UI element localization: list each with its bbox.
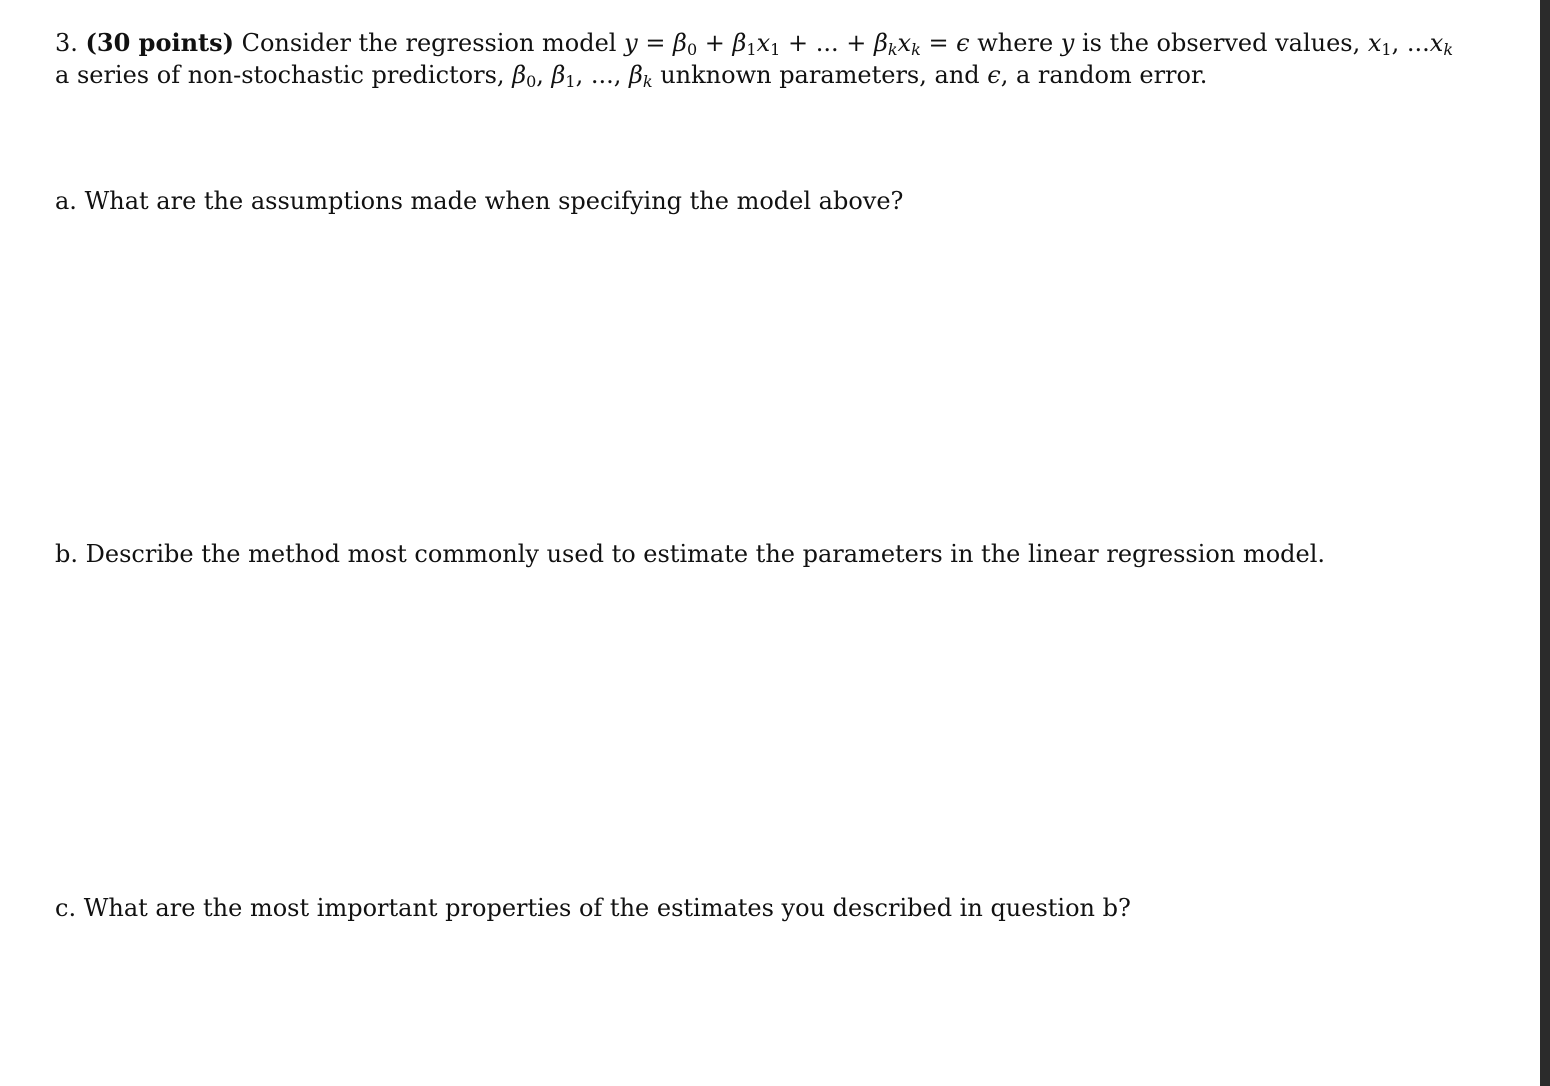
question-intro-middle: where y is the observed values,: [977, 29, 1361, 57]
part-c: [55, 892, 1131, 924]
question-number: 3.: [55, 29, 78, 57]
question-intro-prefix: Consider the regression model: [241, 29, 617, 57]
question-intro-line-2: [55, 59, 1207, 91]
part-text: Describe the method most commonly used to estimate the parameters in the linear regression model.: [85, 540, 1326, 568]
window-edge: [1540, 0, 1550, 1086]
error-symbol: ϵ: [987, 61, 1001, 89]
part-a: [55, 185, 903, 217]
part-label: a.: [55, 187, 77, 215]
question-intro-line-1: [55, 27, 1453, 59]
part-text: What are the assumptions made when specifying the model above?: [84, 187, 904, 215]
part-b: [55, 538, 1325, 570]
part-text: What are the most important properties of the estimates you described in question b?: [83, 894, 1131, 922]
line2-middle: unknown parameters, and: [660, 61, 980, 89]
line2-suffix: , a random error.: [1000, 61, 1208, 89]
part-label: c.: [55, 894, 77, 922]
parameters-list: $\beta_0$, $\beta_1$, ..., $\beta_k$: [512, 61, 653, 91]
model-equation: $y = \beta_0 + \beta_1x_1$ + ... + $\beta_kx_k = \epsilon$: [624, 29, 970, 59]
line2-prefix: a series of non-stochastic predictors,: [55, 61, 505, 89]
predictors-list: $x_1$, $...x_k$: [1367, 29, 1454, 59]
part-label: b.: [55, 540, 78, 568]
question-points: (30 points): [85, 28, 234, 57]
